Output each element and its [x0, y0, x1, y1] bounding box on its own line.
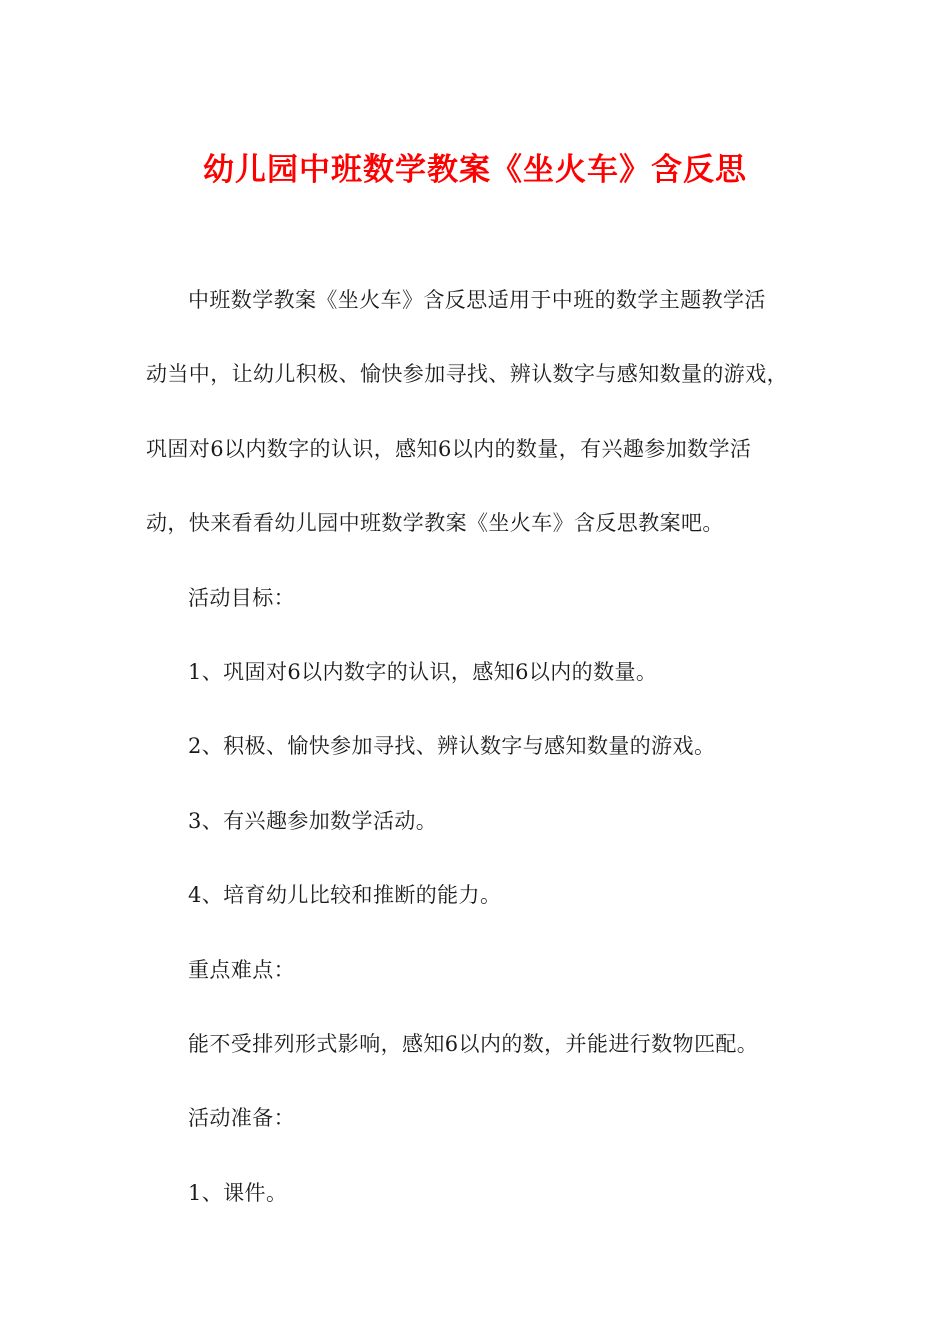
section-heading-preparation: 活动准备：	[188, 1106, 295, 1131]
preparation-item-1: 1、课件。	[188, 1180, 288, 1205]
key-points-text: 能不受排列形式影响，感知6以内的数，并能进行数物匹配。	[188, 1031, 759, 1056]
intro-paragraph	[146, 282, 806, 542]
document-body	[146, 282, 806, 1212]
intro-line-1: 中班数学教案《坐火车》含反思适用于中班的数学主题教学活	[188, 288, 766, 312]
section-heading-objectives: 活动目标：	[188, 585, 295, 610]
document-title: 幼儿园中班数学教案《坐火车》含反思	[203, 152, 747, 188]
intro-line-4: 动，快来看看幼儿园中班数学教案《坐火车》含反思教案吧。	[146, 511, 724, 536]
intro-line-2: 动当中，让幼儿积极、愉快参加寻找、辨认数字与感知数量的游戏，	[146, 362, 788, 387]
intro-line-3: 巩固对6以内数字的认识，感知6以内的数量，有兴趣参加数学活	[146, 436, 752, 461]
objective-item-1: 1、巩固对6以内数字的认识，感知6以内的数量。	[188, 659, 658, 684]
objective-item-2: 2、积极、愉快参加寻找、辨认数字与感知数量的游戏。	[188, 734, 716, 759]
section-heading-key-points: 重点难点：	[188, 957, 295, 982]
objective-item-4: 4、培育幼儿比较和推断的能力。	[188, 883, 502, 908]
objective-item-3: 3、有兴趣参加数学活动。	[188, 808, 438, 833]
